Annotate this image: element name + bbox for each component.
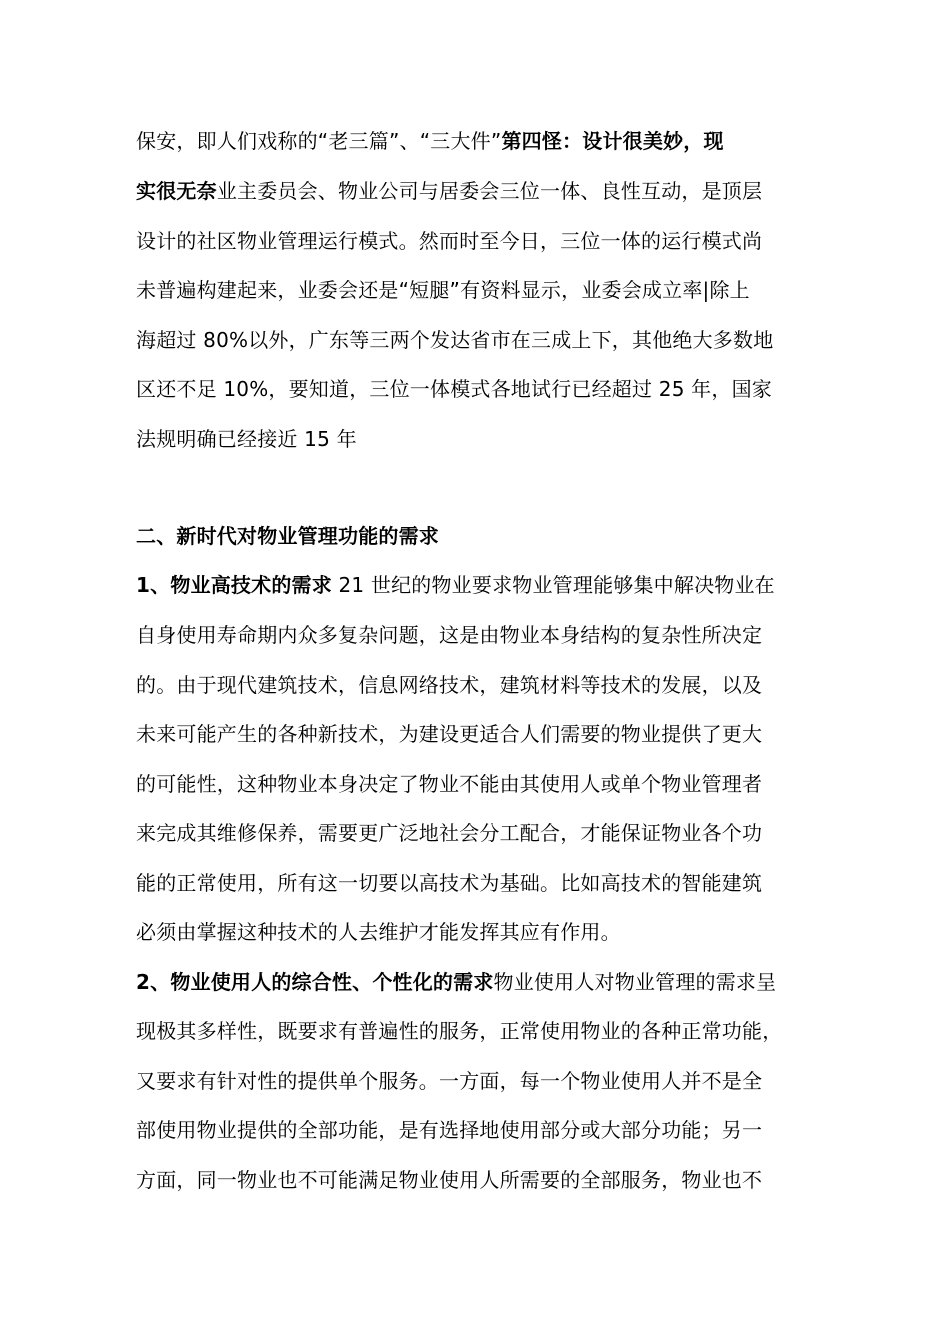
text-segment: 又要求有针对性的提供单个服务。一方面，每一个物业使用人并不是全 bbox=[136, 1069, 763, 1093]
text-segment: 法规明确已经接近 15 年 bbox=[136, 427, 357, 451]
text-line bbox=[136, 571, 836, 599]
text-line bbox=[136, 127, 836, 155]
text-segment: 21 世纪的物业要求物业管理能够集中解决物业在 bbox=[331, 573, 775, 597]
text-segment: 的。由于现代建筑技术，信息网络技术，建筑材料等技术的发展，以及 bbox=[136, 673, 763, 697]
section-heading bbox=[136, 522, 836, 550]
text-segment: 的可能性，这种物业本身决定了物业不能由其使用人或单个物业管理者 bbox=[136, 772, 763, 796]
text-segment: 海超过 80%以外，广东等三两个发达省市在三成上下，其他绝大多数地 bbox=[136, 328, 774, 352]
text-line bbox=[136, 1067, 836, 1095]
section-heading-text: 二、新时代对物业管理功能的需求 bbox=[136, 524, 439, 548]
text-segment: 方面，同一物业也不可能满足物业使用人所需要的全部服务，物业也不 bbox=[136, 1168, 763, 1192]
text-segment: 能的正常使用，所有这一切要以高技术为基础。比如高技术的智能建筑 bbox=[136, 871, 763, 895]
heading-inline: 实很无奈 bbox=[136, 179, 217, 203]
text-segment: 保安，即人们戏称的“老三篇”、“三大件” bbox=[136, 129, 502, 153]
text-segment: 业主委员会、物业公司与居委会三位一体、良性互动，是顶层 bbox=[216, 179, 763, 203]
text-line bbox=[136, 918, 836, 946]
text-segment: 必须由掌握这种技术的人去维护才能发挥其应有作用。 bbox=[136, 920, 621, 944]
text-line bbox=[136, 621, 836, 649]
text-line bbox=[136, 770, 836, 798]
text-segment: 物业使用人对物业管理的需求呈 bbox=[493, 970, 777, 994]
text-segment: 未来可能产生的各种新技术，为建设更适合人们需要的物业提供了更大 bbox=[136, 722, 763, 746]
text-line bbox=[136, 720, 836, 748]
text-line bbox=[136, 276, 836, 304]
text-line bbox=[136, 968, 836, 996]
text-line bbox=[136, 326, 836, 354]
text-line bbox=[136, 1166, 836, 1194]
text-segment: 自身使用寿命期内众多复杂问题，这是由物业本身结构的复杂性所决定 bbox=[136, 623, 763, 647]
text-line bbox=[136, 177, 836, 205]
subheading-inline: 1、物业高技术的需求 bbox=[136, 573, 332, 597]
text-line bbox=[136, 1017, 836, 1045]
text-segment: 未普遍构建起来，业委会还是“短腿”有资料显示，业委会成立率|除上 bbox=[136, 278, 750, 302]
subheading-inline: 2、物业使用人的综合性、个性化的需求 bbox=[136, 970, 494, 994]
text-line bbox=[136, 375, 836, 403]
text-segment: 区还不足 10%，要知道，三位一体模式各地试行已经超过 25 年，国家 bbox=[136, 377, 772, 401]
text-segment: 来完成其维修保养，需要更广泛地社会分工配合，才能保证物业各个功 bbox=[136, 821, 763, 845]
heading-inline: 第四怪：设计很美妙，现 bbox=[501, 129, 724, 153]
text-line bbox=[136, 227, 836, 255]
text-line bbox=[136, 425, 836, 453]
text-segment: 设计的社区物业管理运行模式。然而时至今日，三位一体的运行模式尚 bbox=[136, 229, 763, 253]
text-line bbox=[136, 819, 836, 847]
text-segment: 现极其多样性，既要求有普遍性的服务，正常使用物业的各种正常功能， bbox=[136, 1019, 783, 1043]
text-line bbox=[136, 671, 836, 699]
text-line bbox=[136, 869, 836, 897]
text-line bbox=[136, 1116, 836, 1144]
text-segment: 部使用物业提供的全部功能，是有选择地使用部分或大部分功能；另一 bbox=[136, 1118, 763, 1142]
